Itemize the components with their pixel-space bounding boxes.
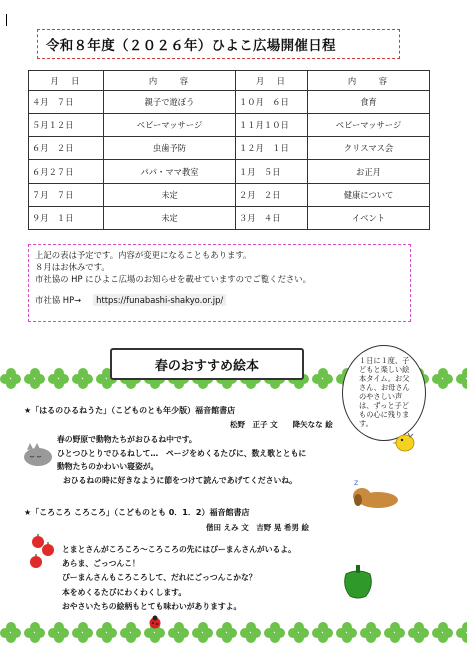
dog-illustration bbox=[348, 476, 400, 510]
clover-icon bbox=[456, 368, 467, 390]
clover-icon bbox=[0, 368, 22, 390]
date-cell: １０月 ６日 bbox=[236, 91, 308, 114]
table-row bbox=[29, 183, 430, 206]
tomato-illustration bbox=[26, 532, 60, 574]
schedule-table bbox=[28, 70, 430, 230]
clover-icon bbox=[48, 368, 70, 390]
clover-icon bbox=[384, 622, 406, 644]
clover-icon bbox=[24, 622, 46, 644]
content-cell: ベビーマッサージ bbox=[308, 114, 430, 137]
book-authors: 偕田 えみ 文 吉野 晃 希男 絵 bbox=[206, 523, 310, 532]
cat-illustration bbox=[22, 441, 54, 467]
hp-label: 市社協 HP→ bbox=[35, 295, 82, 305]
content-cell: 食育 bbox=[308, 91, 430, 114]
description-line: 春の野原で動物たちがおひるね中です。 bbox=[57, 435, 197, 444]
date-cell: １２月 １日 bbox=[236, 137, 308, 160]
description-line: 動物たちのかわいい寝姿が。 bbox=[57, 462, 159, 471]
content-cell: 健康について bbox=[308, 183, 430, 206]
content-cell: クリスマス会 bbox=[308, 137, 430, 160]
clover-border-bottom bbox=[0, 622, 467, 646]
date-cell: ６月２７日 bbox=[29, 160, 104, 183]
ladybug-illustration bbox=[148, 615, 162, 629]
description-line: 本をめくるたびにわくわくします。 bbox=[62, 587, 187, 597]
clover-icon bbox=[120, 622, 142, 644]
notice-line: 市社協の HP にひよこ広場のお知らせを載せていますのでご覧ください。 bbox=[35, 274, 312, 284]
clover-icon bbox=[0, 622, 22, 644]
clover-icon bbox=[48, 622, 70, 644]
hp-url-link[interactable]: https://funabashi-shakyo.or.jp/ bbox=[93, 294, 226, 306]
content-cell: パパ・ママ教室 bbox=[104, 160, 236, 183]
content-cell: 未定 bbox=[104, 206, 236, 229]
clover-icon bbox=[456, 622, 467, 644]
clover-icon bbox=[24, 368, 46, 390]
content-cell: 親子で遊ぼう bbox=[104, 91, 236, 114]
pepper-illustration bbox=[338, 562, 378, 600]
description-line: ひとつひとりでひるねして… ページをめくるたびに、数え歌とともに bbox=[57, 448, 307, 458]
content-cell: お正月 bbox=[308, 160, 430, 183]
description-line: あらま、ごっつんこ！ bbox=[62, 559, 140, 569]
header-content: 内 容 bbox=[104, 71, 236, 91]
content-cell: ベビーマッサージ bbox=[104, 114, 236, 137]
clover-icon bbox=[216, 622, 238, 644]
content-cell: 未定 bbox=[104, 183, 236, 206]
table-row bbox=[29, 137, 430, 160]
date-cell: ２月 ２日 bbox=[236, 183, 308, 206]
table-row bbox=[29, 91, 430, 114]
clover-icon bbox=[288, 622, 310, 644]
book-title: ★「ころころ ころころ」（こどものとも 0．1．2）福音館書店 bbox=[24, 508, 250, 517]
date-cell: ９月 １日 bbox=[29, 206, 104, 229]
date-cell: ５月１２日 bbox=[29, 114, 104, 137]
clover-icon bbox=[408, 622, 430, 644]
page-title: 令和８年度（２０２６年）ひよこ広場開催日程 bbox=[37, 29, 400, 59]
book-authors: 松野 正子 文 降矢なな 絵 bbox=[230, 420, 333, 429]
clover-icon bbox=[72, 622, 94, 644]
clover-icon bbox=[240, 622, 262, 644]
header-content: 内 容 bbox=[308, 71, 430, 91]
date-cell: ３月 ４日 bbox=[236, 206, 308, 229]
book-description bbox=[62, 543, 342, 614]
clover-icon bbox=[432, 622, 454, 644]
clover-icon bbox=[360, 622, 382, 644]
description-line: おひるねの時に好きなように節をつけて読んであげてくださいね。 bbox=[63, 475, 297, 485]
clover-icon bbox=[264, 622, 286, 644]
header-date: 月 日 bbox=[236, 71, 308, 91]
table-header-row bbox=[29, 71, 430, 91]
clover-icon bbox=[72, 368, 94, 390]
clover-icon bbox=[192, 622, 214, 644]
header-date: 月 日 bbox=[29, 71, 104, 91]
date-cell: ７月 ７日 bbox=[29, 183, 104, 206]
date-cell: １１月１０日 bbox=[236, 114, 308, 137]
date-cell: ４月 ７日 bbox=[29, 91, 104, 114]
clover-icon bbox=[432, 368, 454, 390]
table-row bbox=[29, 114, 430, 137]
description-line: おやさいたちの絵柄もとても味わいがありますよ。 bbox=[62, 601, 242, 611]
content-cell: 虫歯予防 bbox=[104, 137, 236, 160]
notice-line: ８月はお休みです。 bbox=[35, 262, 110, 272]
description-line: ぴーまんさんもころころして、だれにごっつんこかな？ bbox=[62, 573, 257, 583]
clover-icon bbox=[312, 622, 334, 644]
clover-icon bbox=[336, 622, 358, 644]
speech-bubble: １日に１度、子どもと楽しい絵本タイム。お父さん、お母さんのやさしい声は、ずっと子どもの心に残ります。 bbox=[342, 345, 426, 441]
book-title: ★「はるのひるねうた」（こどものとも年少版）福音館書店 bbox=[24, 406, 236, 415]
description-line: とまとさんがころころ～ころころの先にはぴーまんさんがいるよ。 bbox=[62, 545, 296, 554]
date-cell: ６月 ２日 bbox=[29, 137, 104, 160]
text-cursor bbox=[6, 14, 7, 26]
clover-icon bbox=[312, 368, 334, 390]
clover-icon bbox=[96, 622, 118, 644]
content-cell: イベント bbox=[308, 206, 430, 229]
svg-text:z: z bbox=[354, 478, 359, 487]
hp-link-row bbox=[35, 294, 404, 306]
notice-line: 上記の表は予定です。内容が変更になることもあります。 bbox=[35, 250, 252, 260]
table-row bbox=[29, 160, 430, 183]
date-cell: １月 ５日 bbox=[236, 160, 308, 183]
section-banner: 春のおすすめ絵本 bbox=[110, 348, 304, 380]
clover-icon bbox=[168, 622, 190, 644]
notice-box bbox=[28, 244, 411, 322]
table-row bbox=[29, 206, 430, 229]
